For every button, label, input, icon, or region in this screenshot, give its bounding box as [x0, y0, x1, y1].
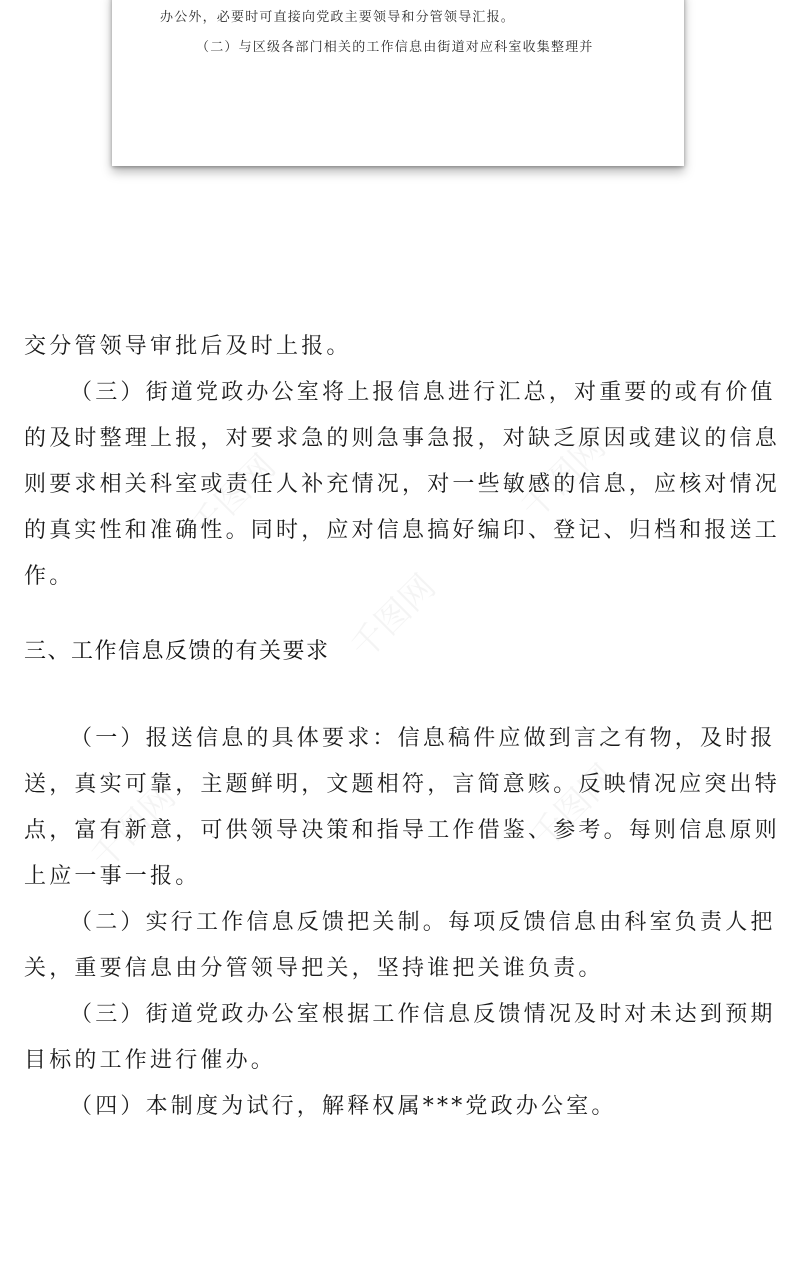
paragraph-line: 点，富有新意，可供领导决策和指导工作借鉴、参考。每则信息原则 — [24, 818, 781, 843]
paragraph-line: 作。 — [24, 564, 75, 589]
paragraph-line: （三）街道党政办公室根据工作信息反馈情况及时对未达到预期 — [70, 1002, 776, 1027]
paragraph-line: 的真实性和准确性。同时，应对信息搞好编印、登记、归档和报送工 — [24, 518, 781, 543]
paragraph-line: 则要求相关科室或责任人补充情况，对一些敏感的信息，应核对情况 — [24, 472, 781, 497]
paragraph-line: 的及时整理上报，对要求急的则急事急报，对缺乏原因或建议的信息 — [24, 426, 781, 451]
paragraph-line: 目标的工作进行催办。 — [24, 1048, 277, 1073]
preview-line: （二）与区级各部门相关的工作信息由街道对应科室收集整理并 — [196, 40, 594, 55]
section-heading: 三、工作信息反馈的有关要求 — [24, 639, 330, 664]
paragraph-line: 上应一事一报。 — [24, 864, 201, 889]
paragraph-line: （二）实行工作信息反馈把关制。每项反馈信息由科室负责人把 — [70, 910, 776, 935]
paragraph-line: （四）本制度为试行，解释权属***党政办公室。 — [70, 1094, 617, 1119]
preview-line — [160, 0, 586, 1]
paragraph-line: （一）报送信息的具体要求：信息稿件应做到言之有物，及时报 — [70, 726, 776, 751]
paragraph-line: 交分管领导审批后及时上报。 — [24, 334, 352, 359]
paragraph-line: 关，重要信息由分管领导把关，坚持谁把关谁负责。 — [24, 956, 604, 981]
watermark — [338, 561, 445, 668]
paragraph-line: 送，真实可靠，主题鲜明，文题相符，言简意赅。反映情况应突出特 — [24, 772, 781, 797]
preview-line: 办公外，必要时可直接向党政主要领导和分管领导汇报。 — [160, 10, 516, 25]
paragraph-line: （三）街道党政办公室将上报信息进行汇总，对重要的或有价值 — [70, 380, 776, 405]
previous-page-preview — [112, 0, 684, 166]
